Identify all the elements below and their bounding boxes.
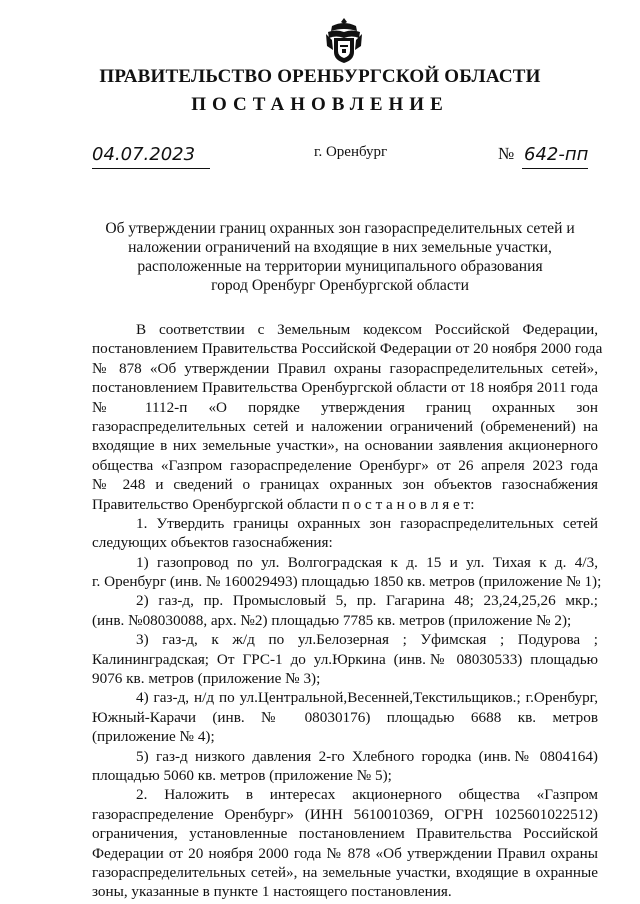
body-line: газораспределение Оренбург» (ИНН 5610010369, ОГРН 1025601022512): [92, 805, 598, 823]
government-name: ПРАВИТЕЛЬСТВО ОРЕНБУРГСКОЙ ОБЛАСТИ: [99, 66, 541, 87]
body-line: 9076 кв. метров (приложение № 3);: [92, 670, 321, 688]
body-line: 2) газ-д, пр. Промысловый 5, пр. Гагарина 48; 23,24,25,26 мкр.;: [136, 592, 598, 610]
body-line: В соответствии с Земельным кодексом Российской Федерации,: [136, 321, 598, 338]
title-line: расположенные на территории муниципального образования: [137, 258, 543, 275]
body-line: зоны, указанные в пункте 1 настоящего постановления.: [92, 883, 452, 901]
body-line: Правительство Оренбургской области п о с т а н о в л я е т:: [92, 495, 475, 513]
body-line: 2. Наложить в интересах акционерного общества «Газпром: [136, 786, 598, 804]
body-line: (инв. №08030088, арх. №2) площадью 7785 кв. метров (приложение № 2);: [92, 611, 572, 629]
title-line: город Оренбург Оренбургской области: [211, 277, 469, 294]
number-underline: [522, 168, 588, 169]
body-line: газораспределительных сетей», на земельные участки, входящие в охранные: [92, 863, 598, 881]
body-line: ограничения, установленные постановлением Правительства Российской: [92, 825, 598, 843]
body-line: 1. Утвердить границы охранных зон газораспределительных сетей: [136, 514, 598, 532]
document-title: [80, 219, 600, 295]
body-line: Южный-Карачи (инв. № 08030176) площадью 6688 кв. метров: [92, 708, 598, 726]
document-city: г. Оренбург: [314, 144, 388, 160]
body-line: общества «Газпром газораспределение Оренбург» от 26 апреля 2023 года: [92, 456, 598, 474]
title-line: Об утверждении границ охранных зон газораспределительных сетей и: [105, 220, 575, 237]
body-line: входящие в них земельные участки», на основании заявления акционерного: [92, 437, 598, 455]
body-line: следующих объектов газоснабжения:: [92, 534, 333, 552]
body-line: 4) газ-д, н/д по ул.Центральной,Весенней,Текстильщиков.; г.Оренбург,: [136, 689, 598, 707]
body-line: постановлением Правительства Российской Федерации от 20 ноября 2000 года: [92, 340, 603, 358]
body-line: 3) газ-д, к ж/д по ул.Белозерная ; Уфимская ; Подурова ;: [136, 631, 598, 649]
body-line: постановлением Правительства Оренбургской области от 18 ноября 2011 года: [92, 379, 598, 397]
date-underline: [92, 168, 210, 169]
document-body: [92, 320, 603, 902]
coat-of-arms-icon: [324, 16, 364, 66]
body-line: 5) газ-д низкого давления 2-го Хлебного городка (инв.№ 0804164): [136, 747, 598, 765]
body-line: (приложение № 4);: [92, 728, 215, 746]
document-date: 04.07.2023: [92, 144, 196, 165]
body-line: № 248 и сведений о границах охранных зон объектов газоснабжения: [92, 476, 598, 494]
document-type: ПОСТАНОВЛЕНИЕ: [191, 94, 449, 115]
body-line: площадью 5060 кв. метров (приложение № 5);: [92, 766, 392, 784]
body-line: г. Оренбург (инв. № 160029493) площадью 1850 кв. метров (приложение № 1);: [92, 573, 602, 591]
document-number: 642-пп: [524, 144, 589, 165]
body-line: № 1112-п «О порядке утверждения границ охранных зон: [92, 398, 598, 416]
body-line: Калининградская; От ГРС-1 до ул.Юркина (инв.№ 08030533) площадью: [92, 650, 598, 668]
body-line: Федерации от 20 ноября 2000 года № 878 «Об утверждении Правил охраны: [92, 844, 598, 862]
body-line: № 878 «Об утверждении Правил охраны газораспределительных сетей»,: [92, 359, 598, 377]
number-label: №: [498, 144, 515, 163]
title-line: наложении ограничений на входящие в них земельные участки,: [128, 239, 552, 256]
body-line: 1) газопровод по ул. Волгоградская к д. 15 и ул. Тихая к д. 4/3,: [136, 553, 598, 571]
body-line: газораспределительных сетей и наложении ограничений (обременений) на: [92, 417, 598, 435]
